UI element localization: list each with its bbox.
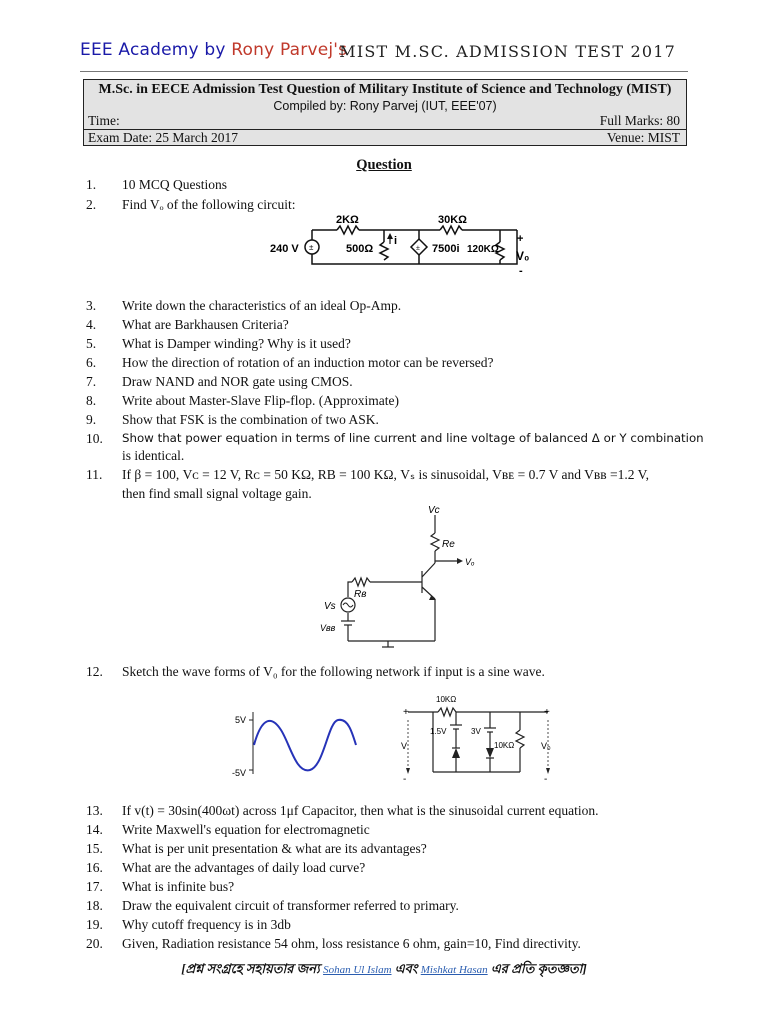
- clipper-minus-right: -: [544, 774, 548, 785]
- svg-text:±: ±: [416, 245, 420, 252]
- c2-re-label: Re: [442, 539, 455, 550]
- svg-text:±: ±: [309, 243, 314, 252]
- acknowledgement-footer: [0, 960, 768, 981]
- clipper-network-diagram: [398, 690, 568, 790]
- exam-date: Exam Date: 25 March 2017: [88, 130, 238, 145]
- c1-r4-label: 120KΩ: [467, 244, 499, 255]
- exam-title: M.Sc. in EECE Admission Test Question of Military Institute of Science and Technology (MIST): [98, 82, 672, 97]
- clipper-vout-label: V₀: [541, 741, 551, 751]
- clipper-minus-left: -: [403, 774, 407, 785]
- c1-r3-label: 500Ω: [346, 243, 374, 255]
- section-title: Question: [356, 157, 412, 173]
- c2-vc-label: Vc: [428, 505, 440, 516]
- sine-wave-diagram: [232, 702, 362, 787]
- footer-mid: এবং: [391, 961, 421, 976]
- venue: Venue: MIST: [606, 130, 680, 145]
- circuit-diagram-2: [310, 503, 490, 653]
- c1-vo-label: V₀: [516, 249, 530, 263]
- clipper-plus-right: +: [544, 707, 550, 718]
- full-marks: Full Marks: 80: [599, 113, 680, 128]
- exam-info-box: [83, 79, 687, 146]
- c1-plus-label: +: [517, 233, 524, 245]
- clipper-rl-label: 10KΩ: [494, 741, 515, 750]
- clipper-v1-label: 1.5V: [430, 727, 447, 736]
- c1-current-label: i: [394, 235, 398, 247]
- circuit-diagram-1: [262, 212, 542, 280]
- c2-vbb-label: Vʙʙ: [320, 623, 336, 633]
- c1-source-label: 240 V: [270, 243, 299, 255]
- header-author: Rony Parvej's: [231, 40, 348, 60]
- header-academy: EEE Academy by: [80, 40, 232, 60]
- footer-link-mishkat[interactable]: Mishkat Hasan: [420, 964, 488, 976]
- clipper-r-label: 10KΩ: [436, 695, 457, 704]
- sine-max-label: 5V: [235, 715, 247, 725]
- c2-vo-label: Vₒ: [465, 557, 475, 567]
- clipper-vin-label: V: [401, 741, 408, 751]
- header-right: MIST M.SC. ADMISSION TEST 2017: [339, 42, 676, 61]
- footer-suffix: এর প্রতি কৃতজ্ঞতা]: [487, 961, 587, 976]
- c2-vs-label: Vs: [324, 601, 336, 612]
- footer-prefix: [প্রশ্ন সংগ্রহে সহায়তার জন্য: [181, 961, 324, 976]
- footer-link-sohan[interactable]: Sohan Ul Islam: [323, 964, 392, 976]
- c1-r1-label: 2KΩ: [336, 214, 359, 226]
- c1-r2-label: 30KΩ: [438, 214, 467, 226]
- exam-time: Time:: [88, 113, 120, 128]
- c2-rb-label: Rʙ: [354, 589, 367, 600]
- c1-minus-label: -: [519, 265, 523, 277]
- header-left: [80, 40, 347, 60]
- header-divider: [80, 71, 688, 72]
- compiled-by: Compiled by: Rony Parvej (IUT, EEE'07): [273, 99, 497, 113]
- clipper-plus-left: +: [403, 707, 409, 718]
- sine-min-label: -5V: [232, 768, 247, 778]
- c1-dependent-label: 7500i: [432, 243, 460, 255]
- clipper-v2-label: 3V: [471, 727, 481, 736]
